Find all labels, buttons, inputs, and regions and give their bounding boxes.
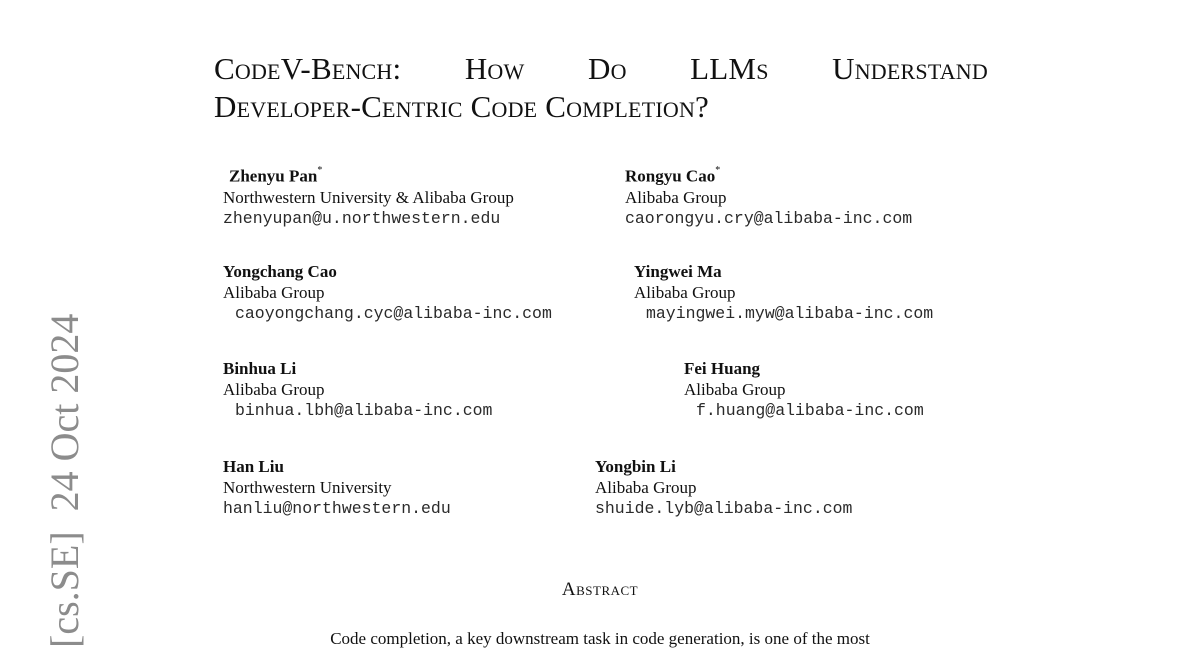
author-email[interactable]: binhua.lbh@alibaba-inc.com (235, 401, 493, 420)
author-affiliation: Alibaba Group (595, 478, 697, 497)
author-name: Han Liu (223, 457, 284, 476)
author-block (223, 358, 492, 421)
author-affiliation: Alibaba Group (223, 283, 325, 302)
arxiv-date: 24 Oct 2024 (42, 313, 87, 512)
paper-title-line-1: CodeV-Bench: How Do LLMs Understand (214, 51, 988, 86)
author-block (223, 456, 451, 519)
author-email[interactable]: hanliu@northwestern.edu (223, 499, 451, 518)
author-affiliation: Alibaba Group (684, 380, 786, 399)
abstract-heading: Abstract (561, 579, 639, 600)
equal-contribution-mark: * (715, 165, 721, 176)
author-affiliation: Alibaba Group (625, 187, 727, 207)
arxiv-category: [cs.SE] (42, 531, 87, 648)
author-block (625, 162, 912, 229)
author-affiliation: Alibaba Group (634, 283, 736, 302)
author-email[interactable]: zhenyupan@u.northwestern.edu (223, 208, 501, 228)
author-name: Yongchang Cao (223, 262, 337, 281)
author-block (684, 358, 924, 421)
author-name: Fei Huang (684, 359, 761, 378)
author-name: Yongbin Li (595, 457, 676, 476)
author-email[interactable]: mayingwei.myw@alibaba-inc.com (646, 304, 934, 323)
author-affiliation: Northwestern University & Alibaba Group (223, 187, 514, 207)
author-block (223, 261, 552, 324)
author-email[interactable]: caoyongchang.cyc@alibaba-inc.com (235, 304, 552, 323)
author-name: Yingwei Ma (634, 262, 722, 281)
author-name: Zhenyu Pan* (229, 165, 323, 186)
paper-title-line-2: Developer-Centric Code Completion? (214, 89, 709, 124)
author-affiliation: Northwestern University (223, 478, 392, 497)
author-email[interactable]: f.huang@alibaba-inc.com (696, 401, 924, 420)
author-name: Binhua Li (223, 359, 297, 378)
equal-contribution-mark: * (317, 165, 323, 176)
author-block (595, 456, 852, 519)
author-block (634, 261, 933, 324)
abstract-text: Code completion, a key downstream task in code generation, is one of the most (330, 629, 870, 648)
author-email[interactable]: shuide.lyb@alibaba-inc.com (595, 499, 853, 518)
author-affiliation: Alibaba Group (223, 380, 325, 399)
author-name: Rongyu Cao* (625, 165, 721, 186)
author-block (223, 162, 514, 229)
author-email[interactable]: caorongyu.cry@alibaba-inc.com (625, 208, 913, 228)
